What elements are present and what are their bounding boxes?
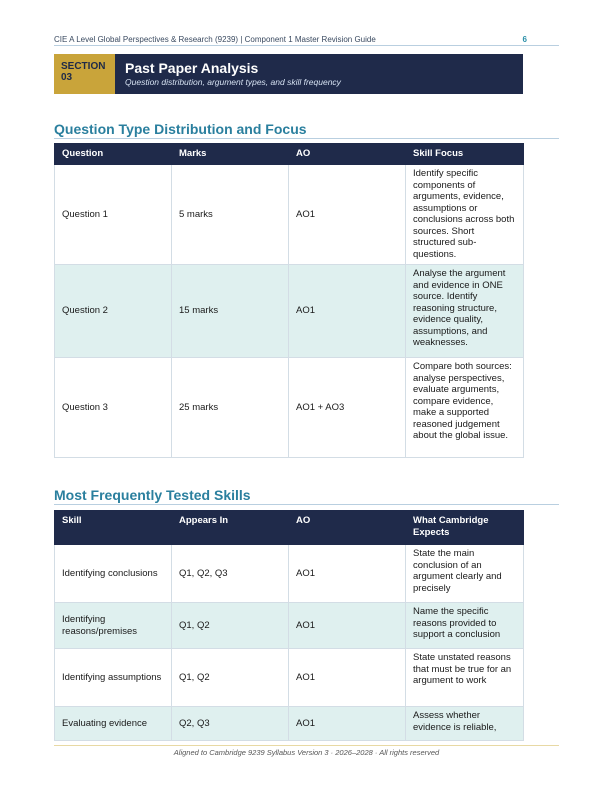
table-row <box>55 358 524 458</box>
section-tag <box>54 54 115 94</box>
table-cell: Analyse the argument and evidence in ONE source. Identify reasoning structure, evidence quality, assumptions, and weaknesses. <box>406 265 524 358</box>
table-cell: 25 marks <box>172 358 289 458</box>
column-header: Marks <box>172 144 289 165</box>
section-banner <box>54 54 523 94</box>
table-row <box>55 545 524 603</box>
table-row <box>55 649 524 707</box>
table-cell: Identifying assumptions <box>55 649 172 707</box>
section-body <box>115 54 523 94</box>
table-cell: AO1 <box>289 603 406 649</box>
column-header: AO <box>289 511 406 545</box>
table-cell: AO1 + AO3 <box>289 358 406 458</box>
table-cell: State the main conclusion of an argument clearly and precisely <box>406 545 524 603</box>
table-cell: Q1, Q2, Q3 <box>172 545 289 603</box>
table-header-row <box>55 144 524 165</box>
tested-skills-heading: Most Frequently Tested Skills <box>54 487 559 505</box>
section-tag-label: SECTION <box>61 61 106 72</box>
page-number: 6 <box>522 35 527 44</box>
table-cell: Identifying conclusions <box>55 545 172 603</box>
table-cell: Name the specific reasons provided to support a conclusion <box>406 603 524 649</box>
document-title: CIE A Level Global Perspectives & Research (9239) | Component 1 Master Revision Guide <box>54 35 376 44</box>
section-subtitle: Question distribution, argument types, and skill frequency <box>125 77 341 87</box>
table-row <box>55 265 524 358</box>
table-cell: Identify specific components of arguments, evidence, assumptions or conclusions across both sources. Short structured sub-questions. <box>406 165 524 265</box>
table-cell: Evaluating evidence <box>55 707 172 741</box>
table-cell: Compare both sources: analyse perspectives, evaluate arguments, compare evidence, make a supported reasoned judgement about the global issue. <box>406 358 524 458</box>
table-cell: State unstated reasons that must be true for an argument to work <box>406 649 524 707</box>
table-cell: Q2, Q3 <box>172 707 289 741</box>
table-row <box>55 707 524 741</box>
section-tag-number: 03 <box>61 72 73 83</box>
table-cell: AO1 <box>289 265 406 358</box>
table-cell: 15 marks <box>172 265 289 358</box>
column-header: Skill Focus <box>406 144 524 165</box>
table-cell: Q1, Q2 <box>172 649 289 707</box>
table-cell: Q1, Q2 <box>172 603 289 649</box>
table-cell: AO1 <box>289 545 406 603</box>
table-cell: Question 2 <box>55 265 172 358</box>
table-cell: Assess whether evidence is reliable, <box>406 707 524 741</box>
table-header-row <box>55 511 524 545</box>
question-distribution-table <box>54 143 524 458</box>
table-cell: Identifying reasons/premises <box>55 603 172 649</box>
column-header: Question <box>55 144 172 165</box>
page-header <box>54 35 559 46</box>
question-distribution-heading: Question Type Distribution and Focus <box>54 121 559 139</box>
table-cell: AO1 <box>289 649 406 707</box>
table-cell: Question 1 <box>55 165 172 265</box>
column-header: Appears In <box>172 511 289 545</box>
table-cell: Question 3 <box>55 358 172 458</box>
table-row <box>55 165 524 265</box>
tested-skills-table <box>54 510 524 741</box>
column-header: Skill <box>55 511 172 545</box>
footer-text: Aligned to Cambridge 9239 Syllabus Version 3 · 2026–2028 · All rights reserved <box>173 748 440 757</box>
section-title: Past Paper Analysis <box>125 60 259 76</box>
column-header: AO <box>289 144 406 165</box>
table-cell: AO1 <box>289 165 406 265</box>
table-cell: AO1 <box>289 707 406 741</box>
table-cell: 5 marks <box>172 165 289 265</box>
column-header: What Cambridge Expects <box>406 511 524 545</box>
footer-divider <box>54 745 559 746</box>
table-row <box>55 603 524 649</box>
